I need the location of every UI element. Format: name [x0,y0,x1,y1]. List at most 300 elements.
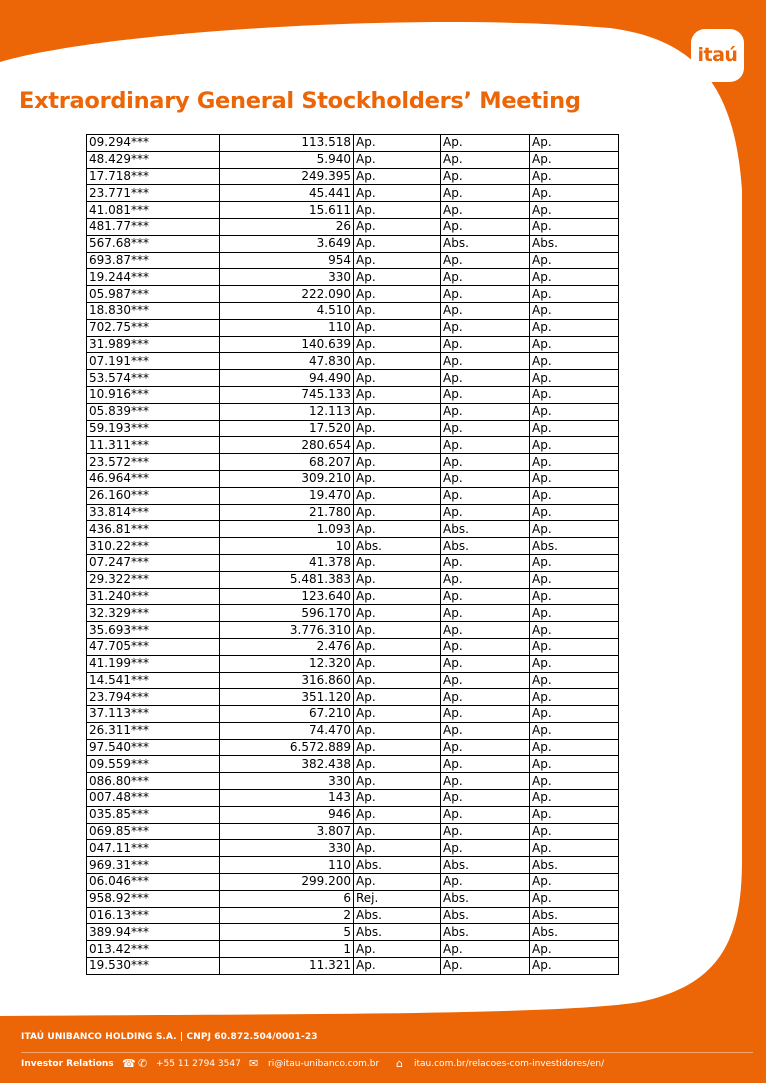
table-row [87,756,619,773]
vote-item-2-cell: Ap. [441,941,530,958]
vote-item-3-cell: Ap. [530,420,619,437]
stockholder-id-cell: 07.191*** [87,353,220,370]
vote-item-1-cell: Ap. [354,235,441,252]
vote-item-3-cell: Ap. [530,403,619,420]
stockholder-id-cell: 29.322*** [87,571,220,588]
table-row [87,874,619,891]
vote-item-1-cell: Ap. [354,420,441,437]
votes-table [86,134,619,975]
stockholder-id-cell: 702.75*** [87,319,220,336]
vote-item-3-cell: Ap. [530,622,619,639]
table-row [87,941,619,958]
vote-item-2-cell: Ap. [441,823,530,840]
vote-item-2-cell: Abs. [441,538,530,555]
stockholder-id-cell: 47.705*** [87,638,220,655]
stockholder-id-cell: 10.916*** [87,386,220,403]
vote-item-2-cell: Ap. [441,252,530,269]
shares-cell: 68.207 [220,454,354,471]
stockholder-id-cell: 17.718*** [87,168,220,185]
vote-item-3-cell: Ap. [530,874,619,891]
table-row [87,689,619,706]
table-row [87,638,619,655]
vote-item-1-cell: Ap. [354,806,441,823]
footer-phone[interactable]: +55 11 2794 3547 [156,1059,241,1069]
vote-item-3-cell: Ap. [530,437,619,454]
vote-item-2-cell: Ap. [441,202,530,219]
vote-item-1-cell: Ap. [354,655,441,672]
vote-item-3-cell: Ap. [530,571,619,588]
table-row [87,504,619,521]
stockholder-id-cell: 26.311*** [87,722,220,739]
stockholder-id-cell: 481.77*** [87,218,220,235]
stockholder-id-cell: 069.85*** [87,823,220,840]
shares-cell: 745.133 [220,386,354,403]
vote-item-1-cell: Ap. [354,739,441,756]
vote-item-3-cell: Ap. [530,706,619,723]
table-row [87,857,619,874]
shares-cell: 110 [220,319,354,336]
table-row [87,218,619,235]
shares-cell: 110 [220,857,354,874]
shares-cell: 222.090 [220,286,354,303]
shares-cell: 280.654 [220,437,354,454]
vote-item-2-cell: Abs. [441,890,530,907]
stockholder-id-cell: 23.771*** [87,185,220,202]
stockholder-id-cell: 26.160*** [87,487,220,504]
vote-item-2-cell: Ap. [441,554,530,571]
stockholder-id-cell: 09.294*** [87,135,220,152]
shares-cell: 3.776.310 [220,622,354,639]
table-row [87,487,619,504]
vote-item-1-cell: Ap. [354,319,441,336]
vote-item-1-cell: Ap. [354,185,441,202]
stockholder-id-cell: 389.94*** [87,924,220,941]
vote-item-1-cell: Ap. [354,958,441,975]
stockholder-id-cell: 07.247*** [87,554,220,571]
vote-item-1-cell: Ap. [354,252,441,269]
vote-item-3-cell: Ap. [530,806,619,823]
vote-item-3-cell: Ap. [530,218,619,235]
vote-item-3-cell: Ap. [530,890,619,907]
vote-item-3-cell: Abs. [530,907,619,924]
table-row [87,605,619,622]
vote-item-2-cell: Ap. [441,840,530,857]
vote-item-3-cell: Ap. [530,487,619,504]
shares-cell: 5.481.383 [220,571,354,588]
vote-item-2-cell: Ap. [441,958,530,975]
table-row [87,319,619,336]
stockholder-id-cell: 05.839*** [87,403,220,420]
stockholder-id-cell: 46.964*** [87,470,220,487]
vote-item-2-cell: Ap. [441,790,530,807]
vote-item-2-cell: Ap. [441,605,530,622]
stockholder-id-cell: 48.429*** [87,151,220,168]
logo-text: itaú [697,44,738,66]
shares-cell: 5.940 [220,151,354,168]
stockholder-id-cell: 31.240*** [87,588,220,605]
vote-item-2-cell: Ap. [441,403,530,420]
vote-item-1-cell: Ap. [354,353,441,370]
shares-cell: 3.649 [220,235,354,252]
vote-item-2-cell: Ap. [441,370,530,387]
shares-cell: 113.518 [220,135,354,152]
vote-item-2-cell: Ap. [441,874,530,891]
table-row [87,554,619,571]
vote-item-1-cell: Ap. [354,689,441,706]
stockholder-id-cell: 05.987*** [87,286,220,303]
vote-item-1-cell: Abs. [354,857,441,874]
stockholder-id-cell: 013.42*** [87,941,220,958]
vote-item-3-cell: Ap. [530,269,619,286]
table-row [87,302,619,319]
table-row [87,622,619,639]
shares-cell: 330 [220,773,354,790]
shares-cell: 12.320 [220,655,354,672]
vote-item-1-cell: Ap. [354,286,441,303]
stockholder-id-cell: 969.31*** [87,857,220,874]
vote-item-2-cell: Ap. [441,706,530,723]
shares-cell: 249.395 [220,168,354,185]
vote-item-2-cell: Ap. [441,756,530,773]
stockholder-id-cell: 31.989*** [87,336,220,353]
vote-item-1-cell: Ap. [354,672,441,689]
shares-cell: 330 [220,840,354,857]
vote-item-1-cell: Ap. [354,706,441,723]
stockholder-id-cell: 06.046*** [87,874,220,891]
vote-item-1-cell: Ap. [354,504,441,521]
shares-cell: 26 [220,218,354,235]
vote-item-1-cell: Ap. [354,437,441,454]
vote-item-3-cell: Ap. [530,790,619,807]
vote-item-3-cell: Ap. [530,840,619,857]
stockholder-id-cell: 23.572*** [87,454,220,471]
vote-item-2-cell: Ap. [441,386,530,403]
stockholder-id-cell: 18.830*** [87,302,220,319]
shares-cell: 4.510 [220,302,354,319]
vote-item-2-cell: Ap. [441,269,530,286]
vote-item-1-cell: Ap. [354,454,441,471]
stockholder-id-cell: 33.814*** [87,504,220,521]
table-row [87,840,619,857]
table-row [87,437,619,454]
table-row [87,706,619,723]
vote-item-2-cell: Ap. [441,336,530,353]
table-row [87,454,619,471]
shares-cell: 3.807 [220,823,354,840]
vote-item-1-cell: Ap. [354,302,441,319]
shares-cell: 140.639 [220,336,354,353]
whatsapp-icon: ✆ [138,1057,148,1070]
vote-item-2-cell: Ap. [441,437,530,454]
footer-email[interactable]: ri@itau-unibanco.com.br [268,1059,380,1069]
vote-item-3-cell: Ap. [530,185,619,202]
shares-cell: 1 [220,941,354,958]
vote-item-1-cell: Abs. [354,907,441,924]
vote-item-1-cell: Abs. [354,538,441,555]
shares-cell: 15.611 [220,202,354,219]
vote-item-1-cell: Ap. [354,756,441,773]
vote-item-3-cell: Abs. [530,857,619,874]
shares-cell: 94.490 [220,370,354,387]
shares-cell: 954 [220,252,354,269]
shares-cell: 351.120 [220,689,354,706]
vote-item-2-cell: Ap. [441,571,530,588]
table-row [87,235,619,252]
vote-item-1-cell: Ap. [354,874,441,891]
table-row [87,538,619,555]
vote-item-3-cell: Ap. [530,302,619,319]
vote-item-3-cell: Ap. [530,941,619,958]
vote-item-2-cell: Ap. [441,218,530,235]
vote-item-3-cell: Ap. [530,958,619,975]
vote-item-2-cell: Ap. [441,353,530,370]
footer-divider [21,1052,753,1053]
votes-table-body [87,135,619,975]
vote-item-1-cell: Ap. [354,638,441,655]
stockholder-id-cell: 958.92*** [87,890,220,907]
vote-item-2-cell: Ap. [441,672,530,689]
table-row [87,773,619,790]
vote-item-2-cell: Ap. [441,487,530,504]
vote-item-3-cell: Ap. [530,638,619,655]
table-row [87,269,619,286]
table-row [87,252,619,269]
vote-item-3-cell: Ap. [530,252,619,269]
vote-item-2-cell: Ap. [441,470,530,487]
shares-cell: 123.640 [220,588,354,605]
vote-item-2-cell: Ap. [441,806,530,823]
shares-cell: 382.438 [220,756,354,773]
vote-item-3-cell: Ap. [530,168,619,185]
vote-item-2-cell: Ap. [441,739,530,756]
itau-logo [691,29,744,82]
table-row [87,924,619,941]
shares-cell: 67.210 [220,706,354,723]
table-row [87,151,619,168]
table-row [87,470,619,487]
table-row [87,722,619,739]
vote-item-3-cell: Ap. [530,470,619,487]
vote-item-3-cell: Ap. [530,370,619,387]
vote-item-3-cell: Ap. [530,135,619,152]
vote-item-1-cell: Rej. [354,890,441,907]
table-row [87,185,619,202]
vote-item-2-cell: Ap. [441,151,530,168]
table-row [87,672,619,689]
table-row [87,202,619,219]
vote-item-2-cell: Ap. [441,588,530,605]
table-row [87,739,619,756]
vote-item-2-cell: Abs. [441,857,530,874]
vote-item-2-cell: Ap. [441,722,530,739]
stockholder-id-cell: 007.48*** [87,790,220,807]
table-row [87,370,619,387]
vote-item-1-cell: Ap. [354,571,441,588]
vote-item-1-cell: Ap. [354,840,441,857]
table-row [87,907,619,924]
shares-cell: 309.210 [220,470,354,487]
stockholder-id-cell: 035.85*** [87,806,220,823]
vote-item-3-cell: Ap. [530,286,619,303]
vote-item-3-cell: Ap. [530,773,619,790]
shares-cell: 47.830 [220,353,354,370]
vote-item-2-cell: Ap. [441,504,530,521]
stockholder-id-cell: 59.193*** [87,420,220,437]
vote-item-2-cell: Ap. [441,622,530,639]
vote-item-3-cell: Ap. [530,454,619,471]
stockholder-id-cell: 09.559*** [87,756,220,773]
shares-cell: 12.113 [220,403,354,420]
table-row [87,420,619,437]
stockholder-id-cell: 310.22*** [87,538,220,555]
email-icon: ✉ [249,1057,259,1070]
vote-item-3-cell: Ap. [530,823,619,840]
shares-cell: 316.860 [220,672,354,689]
table-row [87,286,619,303]
vote-item-3-cell: Ap. [530,722,619,739]
vote-item-3-cell: Ap. [530,588,619,605]
shares-cell: 143 [220,790,354,807]
vote-item-1-cell: Ap. [354,202,441,219]
stockholder-id-cell: 23.794*** [87,689,220,706]
vote-item-1-cell: Ap. [354,622,441,639]
vote-item-1-cell: Ap. [354,403,441,420]
vote-item-3-cell: Ap. [530,689,619,706]
vote-item-2-cell: Ap. [441,773,530,790]
vote-item-3-cell: Ap. [530,353,619,370]
vote-item-2-cell: Ap. [441,689,530,706]
vote-item-2-cell: Abs. [441,235,530,252]
stockholder-id-cell: 32.329*** [87,605,220,622]
vote-item-1-cell: Ap. [354,790,441,807]
shares-cell: 2 [220,907,354,924]
vote-item-1-cell: Ap. [354,605,441,622]
vote-item-3-cell: Ap. [530,504,619,521]
table-row [87,890,619,907]
vote-item-2-cell: Abs. [441,924,530,941]
home-icon: ⌂ [396,1057,403,1070]
vote-item-3-cell: Ap. [530,319,619,336]
footer-section-label: Investor Relations [21,1059,114,1069]
table-row [87,588,619,605]
vote-item-2-cell: Abs. [441,907,530,924]
stockholder-id-cell: 53.574*** [87,370,220,387]
vote-item-3-cell: Ap. [530,605,619,622]
vote-item-1-cell: Ap. [354,554,441,571]
vote-item-3-cell: Abs. [530,924,619,941]
vote-item-3-cell: Ap. [530,151,619,168]
table-row [87,386,619,403]
shares-cell: 10 [220,538,354,555]
vote-item-1-cell: Ap. [354,218,441,235]
table-row [87,521,619,538]
vote-item-1-cell: Ap. [354,487,441,504]
stockholder-id-cell: 19.530*** [87,958,220,975]
vote-item-2-cell: Ap. [441,286,530,303]
shares-cell: 2.476 [220,638,354,655]
vote-item-2-cell: Ap. [441,655,530,672]
stockholder-id-cell: 047.11*** [87,840,220,857]
vote-item-3-cell: Ap. [530,386,619,403]
footer-website[interactable]: itau.com.br/relacoes-com-investidores/en/ [414,1059,605,1069]
shares-cell: 19.470 [220,487,354,504]
vote-item-1-cell: Ap. [354,773,441,790]
shares-cell: 6 [220,890,354,907]
vote-item-1-cell: Ap. [354,168,441,185]
table-row [87,790,619,807]
shares-cell: 946 [220,806,354,823]
shares-cell: 17.520 [220,420,354,437]
table-row [87,806,619,823]
company-legal-name: ITAÚ UNIBANCO HOLDING S.A. | CNPJ 60.872.504/0001-23 [21,1032,318,1042]
stockholder-id-cell: 016.13*** [87,907,220,924]
stockholder-id-cell: 14.541*** [87,672,220,689]
phone-icon: ☎ [122,1057,136,1070]
vote-item-3-cell: Ap. [530,554,619,571]
stockholder-id-cell: 567.68*** [87,235,220,252]
shares-cell: 45.441 [220,185,354,202]
vote-item-2-cell: Ap. [441,638,530,655]
table-row [87,353,619,370]
stockholder-id-cell: 37.113*** [87,706,220,723]
vote-item-2-cell: Ap. [441,135,530,152]
vote-item-3-cell: Ap. [530,672,619,689]
table-row [87,823,619,840]
table-row [87,958,619,975]
shares-cell: 21.780 [220,504,354,521]
page-title: Extraordinary General Stockholders’ Meeting [19,88,581,114]
vote-item-2-cell: Ap. [441,168,530,185]
vote-item-1-cell: Ap. [354,151,441,168]
table-row [87,655,619,672]
vote-item-2-cell: Ap. [441,302,530,319]
stockholder-id-cell: 97.540*** [87,739,220,756]
vote-item-1-cell: Ap. [354,521,441,538]
vote-item-3-cell: Ap. [530,655,619,672]
stockholder-id-cell: 41.081*** [87,202,220,219]
shares-cell: 11.321 [220,958,354,975]
vote-item-2-cell: Ap. [441,319,530,336]
vote-item-3-cell: Ap. [530,739,619,756]
shares-cell: 1.093 [220,521,354,538]
vote-item-1-cell: Ap. [354,135,441,152]
vote-item-3-cell: Ap. [530,336,619,353]
table-row [87,336,619,353]
vote-item-1-cell: Ap. [354,823,441,840]
vote-item-1-cell: Abs. [354,924,441,941]
stockholder-id-cell: 35.693*** [87,622,220,639]
table-row [87,571,619,588]
vote-item-2-cell: Ap. [441,454,530,471]
vote-item-3-cell: Ap. [530,202,619,219]
vote-item-3-cell: Ap. [530,521,619,538]
shares-cell: 74.470 [220,722,354,739]
stockholder-id-cell: 086.80*** [87,773,220,790]
vote-item-1-cell: Ap. [354,470,441,487]
shares-cell: 330 [220,269,354,286]
vote-item-2-cell: Ap. [441,420,530,437]
shares-cell: 299.200 [220,874,354,891]
vote-item-1-cell: Ap. [354,941,441,958]
vote-item-1-cell: Ap. [354,722,441,739]
vote-item-2-cell: Abs. [441,521,530,538]
vote-item-3-cell: Ap. [530,756,619,773]
stockholder-id-cell: 11.311*** [87,437,220,454]
stockholder-id-cell: 693.87*** [87,252,220,269]
vote-item-1-cell: Ap. [354,336,441,353]
stockholder-id-cell: 19.244*** [87,269,220,286]
vote-item-3-cell: Abs. [530,538,619,555]
